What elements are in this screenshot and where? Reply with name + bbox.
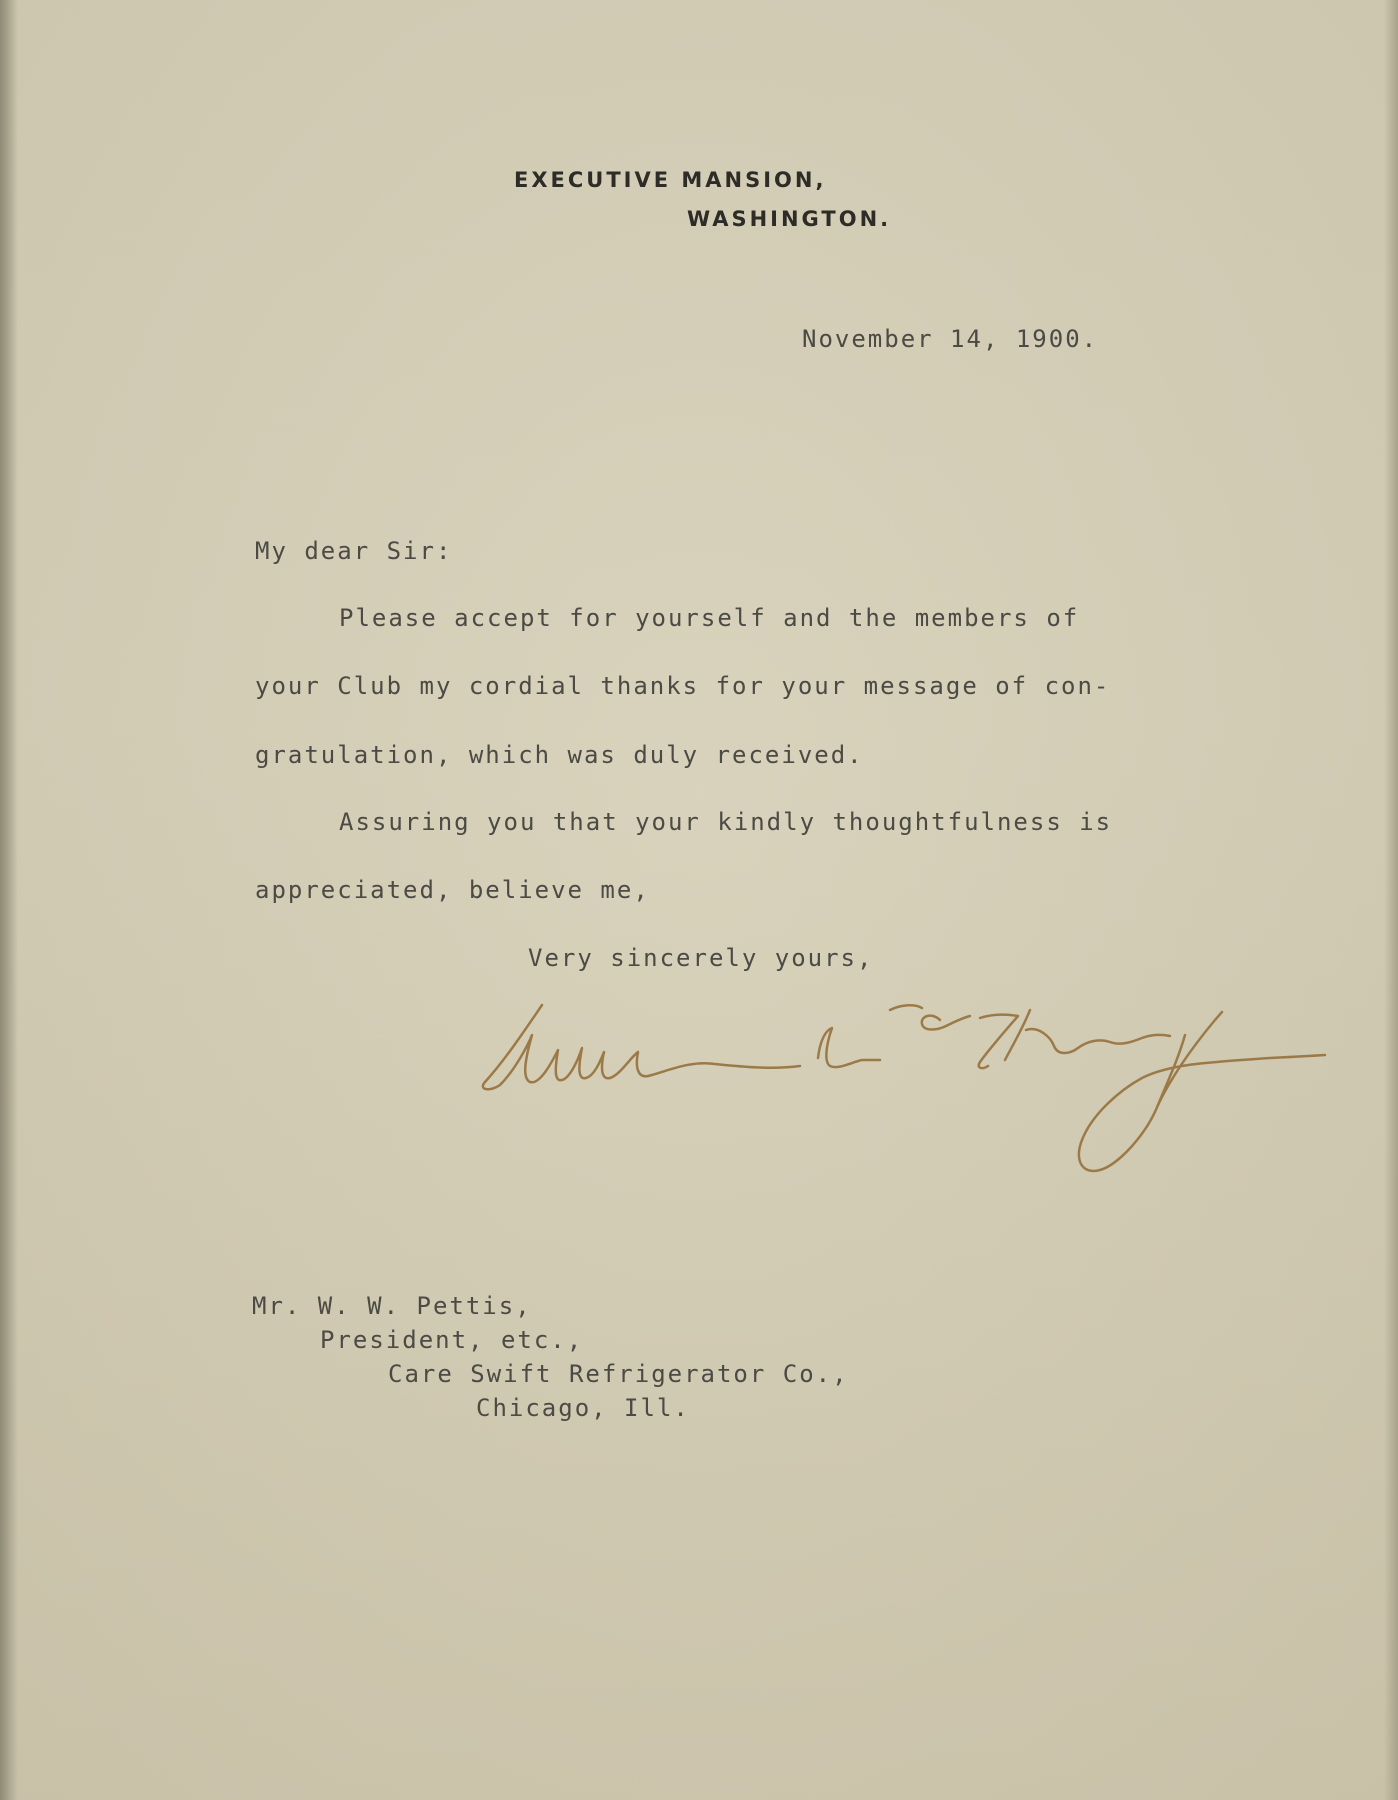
body-line-2: your Club my cordial thanks for your message of con- [255, 672, 1111, 700]
body-line-4: Assuring you that your kindly thoughtfulness is [339, 808, 1113, 836]
letterhead-line-1: EXECUTIVE MANSION, [514, 168, 827, 192]
body-line-1: Please accept for yourself and the members of [339, 604, 1080, 632]
body-line-3: gratulation, which was duly received. [255, 741, 864, 769]
handwritten-signature [470, 990, 1340, 1230]
salutation: My dear Sir: [255, 537, 453, 565]
addressee-line-1: Mr. W. W. Pettis, [252, 1292, 532, 1320]
letterhead-line-2: WASHINGTON. [687, 207, 892, 231]
addressee-line-3: Care Swift Refrigerator Co., [388, 1360, 849, 1388]
body-line-5: appreciated, believe me, [255, 876, 650, 904]
addressee-line-4: Chicago, Ill. [476, 1394, 690, 1422]
closing: Very sincerely yours, [528, 944, 874, 972]
addressee-line-2: President, etc., [320, 1326, 584, 1354]
letter-date: November 14, 1900. [802, 325, 1099, 353]
